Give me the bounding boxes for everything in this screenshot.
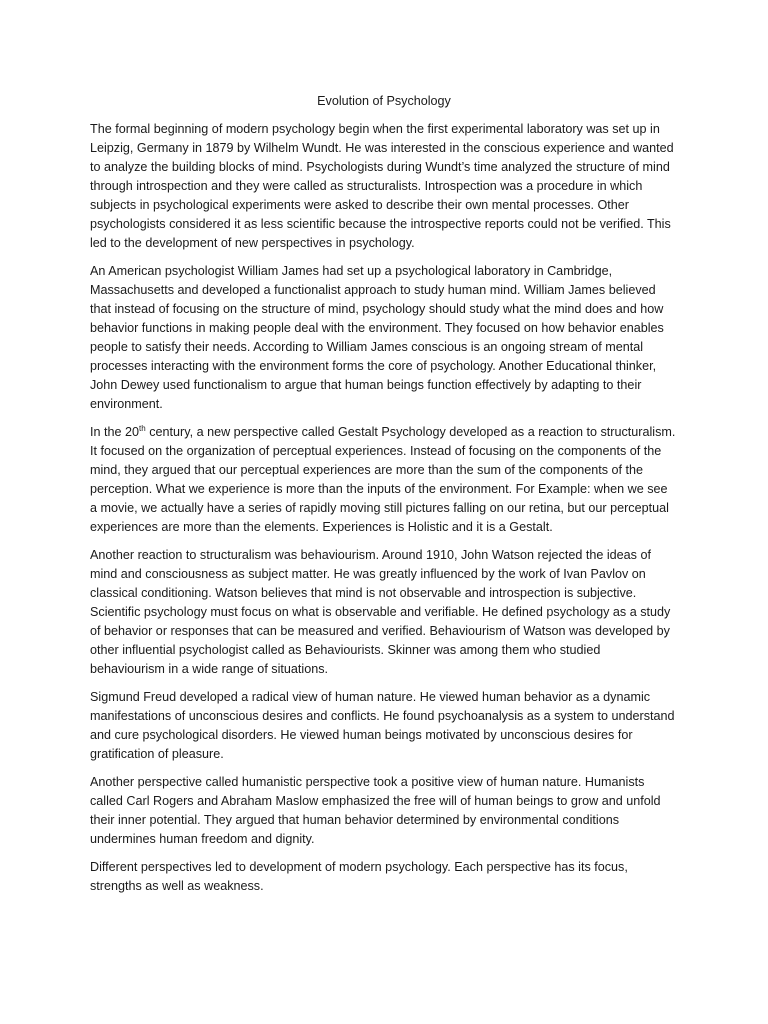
paragraph-humanistic: Another perspective called humanistic perspective took a positive view of human nature. Humanists called Carl Rogers and Abraham Maslow emphasized the free will of human beings to grow and unfold their inner potential. They argued that human behavior determined by environmental conditions undermines human freedom and dignity. bbox=[90, 775, 661, 846]
paragraph-psychoanalysis: Sigmund Freud developed a radical view of human nature. He viewed human behavior as a dynamic manifestations of unconscious desires and conflicts. He found psychoanalysis as a system to understand and cure psychological disorders. He viewed human beings motivated by unconscious desires for gratification of pleasure. bbox=[90, 690, 675, 761]
paragraph-behaviourism: Another reaction to structuralism was behaviourism. Around 1910, John Watson rejected the ideas of mind and consciousness as subject matter. He was greatly influenced by the work of Ivan Pavlov on classical conditioning. Watson believes that mind is not observable and introspection is subjective. Scientific psychology must focus on what is observable and verifiable. He defined psychology as a study of behavior or responses that can be measured and verified. Behaviourism of Watson was developed by other influential psychologist called as Behaviourists. Skinner was among them who studied behaviourism in a wide range of situations. bbox=[90, 548, 671, 676]
ordinal-superscript: th bbox=[139, 423, 146, 433]
paragraph-conclusion: Different perspectives led to development of modern psychology. Each perspective has its focus, strengths as well as weakness. bbox=[90, 860, 628, 893]
paragraph-gestalt bbox=[90, 423, 678, 537]
gestalt-rest-text: century, a new perspective called Gestalt Psychology developed as a reaction to structuralism. It focused on the organization of perceptual experiences. Instead of focusing on the components of the mind, they argued that our perceptual experiences are more than the sum of the components of the perception. What we experience is more than the inputs of the environment. For Example: when we see a movie, we actually have a series of rapidly moving still pictures falling on our retina, but our perceptual experiences are more than the elements. Experiences is Holistic and it is a Gestalt. bbox=[90, 425, 676, 534]
gestalt-lead-text: In the 20 bbox=[90, 425, 140, 439]
document-body bbox=[90, 92, 678, 905]
paragraph-structuralism: The formal beginning of modern psychology begin when the first experimental laboratory was set up in Leipzig, Germany in 1879 by Wilhelm Wundt. He was interested in the conscious experience and wanted to analyze the building blocks of mind. Psychologists during Wundt’s time analyzed the structure of mind through introspection and they were called as structuralists. Introspection was a procedure in which subjects in psychological experiments were asked to describe their own mental processes. Other psychologists considered it as less scientific because the introspective reports could not be verified. This led to the development of new perspectives in psychology. bbox=[90, 122, 674, 250]
paragraph-functionalism: An American psychologist William James had set up a psychological laboratory in Cambridge, Massachusetts and developed a functionalist approach to study human mind. William James believed that instead of focusing on the structure of mind, psychology should study what the mind does and how behavior functions in making people deal with the environment. They focused on how behavior enables people to satisfy their needs. According to William James conscious is an ongoing stream of mental processes interacting with the environment forms the core of psychology. Another Educational thinker, John Dewey used functionalism to argue that human beings function effectively by adapting to their environment. bbox=[90, 264, 664, 411]
document-title: Evolution of Psychology bbox=[317, 94, 451, 108]
